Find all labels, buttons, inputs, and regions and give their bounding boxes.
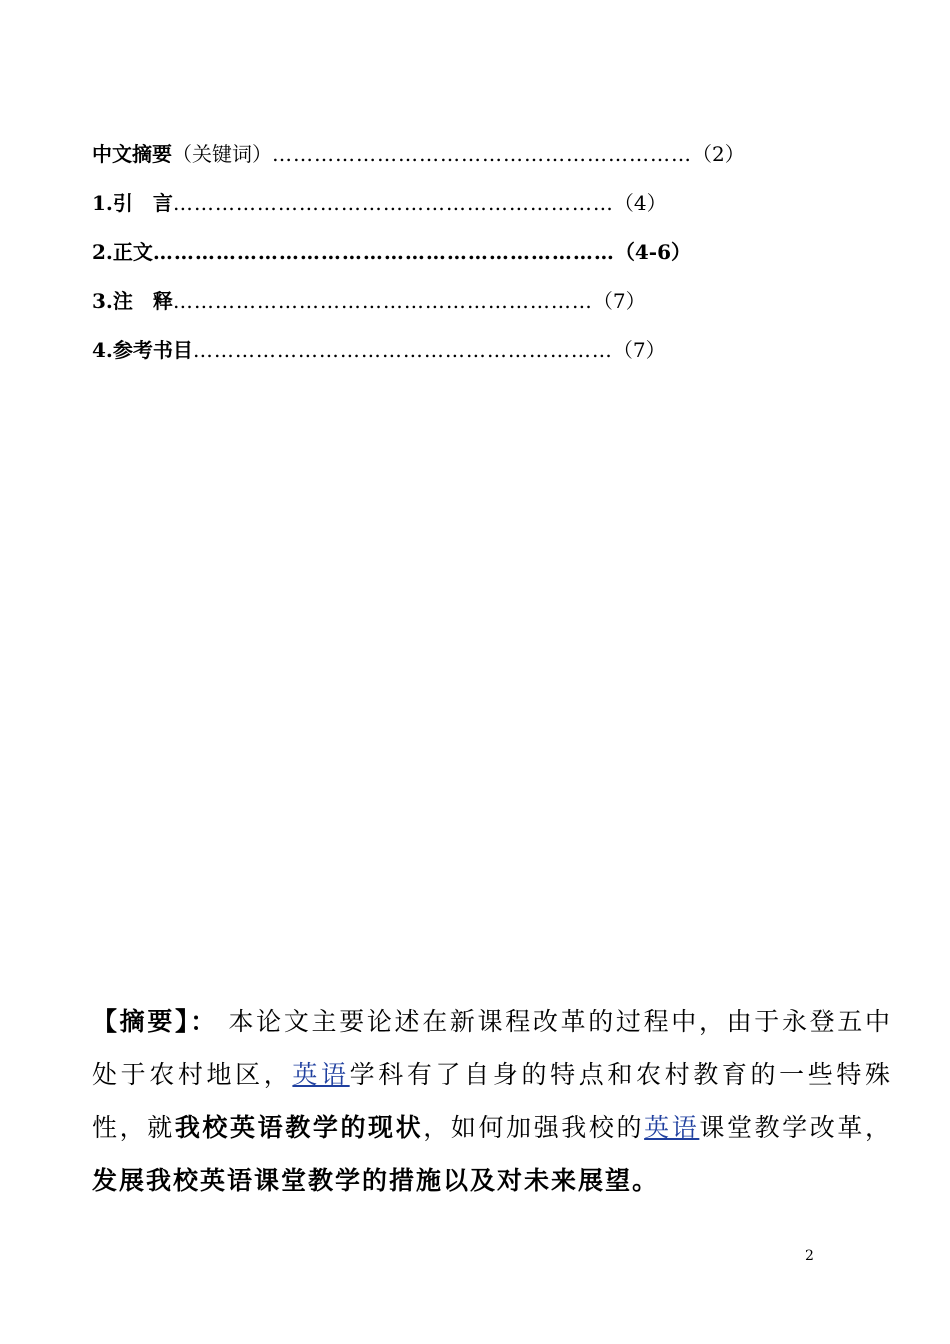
toc-dots: …………………………………………………… <box>192 338 613 362</box>
toc-dots: …………………………………………………… <box>172 289 593 313</box>
toc-page: （4-6） <box>614 240 692 264</box>
abstract-text: ，如何加强我校的 <box>423 1113 645 1142</box>
page-number: 2 <box>805 1248 814 1264</box>
toc-page: （2） <box>692 142 745 166</box>
toc-dots: ……………………………………………………… <box>172 191 614 215</box>
abstract-bold-text: 发展我校英语课堂教学的措施以及对未来展望。 <box>92 1166 660 1195</box>
toc-title: 4.参考书目 <box>92 338 193 362</box>
toc-title: 中文摘要 <box>92 142 172 166</box>
toc-item-introduction[interactable] <box>92 179 814 228</box>
toc-title: 3.注 释 <box>92 289 173 313</box>
toc-dots: …………………………………………………… <box>272 142 692 166</box>
toc-item-body[interactable] <box>92 228 814 277</box>
toc-subtitle: （关键词） <box>172 142 272 166</box>
abstract-bold-text: 我校英语教学的现状 <box>174 1113 424 1142</box>
abstract-label: 【摘要】： <box>92 1007 218 1036</box>
link-english[interactable]: 英语 <box>644 1113 700 1142</box>
abstract-text: 本论文主要论述在新课程改革的过程中，由于永登五中处于农村地区， <box>92 1007 892 1089</box>
table-of-contents <box>92 130 814 375</box>
toc-item-notes[interactable] <box>92 277 814 326</box>
toc-item-abstract[interactable] <box>92 130 814 179</box>
abstract-text: 学科有了自身的特点和农村教育的一些特殊性，就 <box>92 1060 892 1142</box>
toc-item-references[interactable] <box>92 326 814 375</box>
abstract-text: 课堂教学改革， <box>699 1113 892 1142</box>
toc-page: （4） <box>613 191 667 215</box>
link-english[interactable]: 英语 <box>292 1060 350 1089</box>
toc-page: （7） <box>612 338 666 362</box>
abstract-paragraph <box>92 995 892 1207</box>
toc-title: 2.正文 <box>92 240 153 264</box>
toc-title: 1.引 言 <box>92 191 173 215</box>
toc-page: （7） <box>592 289 646 313</box>
toc-dots: ………………………………………………………… <box>152 240 615 264</box>
